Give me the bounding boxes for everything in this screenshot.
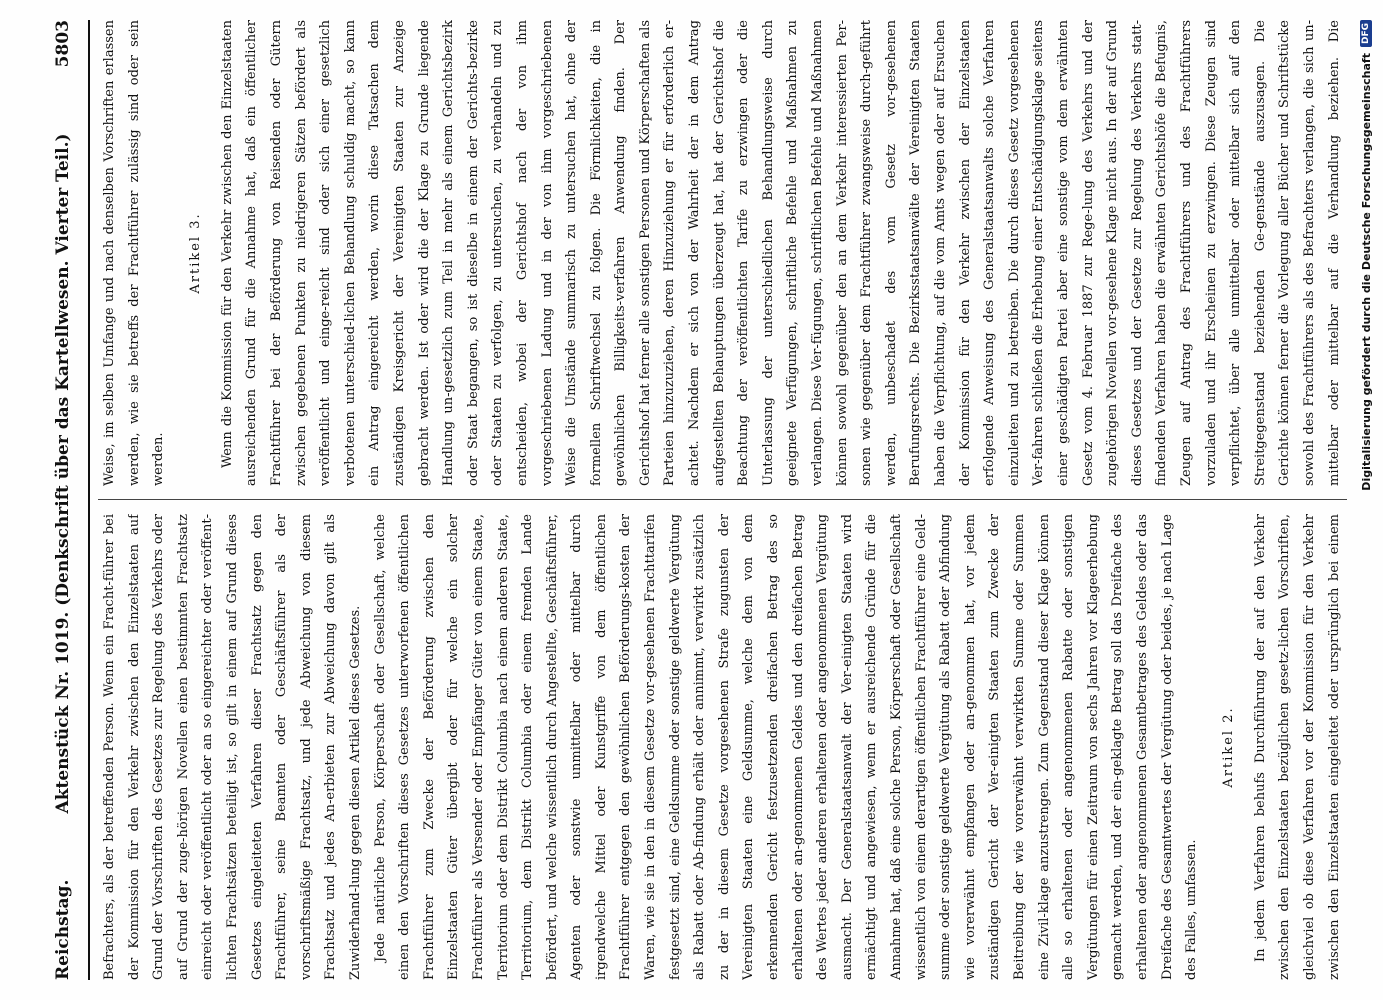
header-title: Aktenstück Nr. 1019. (Denkschrift über das Kartellwesen. Vierter Teil.) <box>53 133 73 814</box>
right-paragraph-1: Weise, im selben Umfange und nach denselben Vorschriften erlassen werden, wie sie betreffs der Frachtführer zulässig sind oder sein werden. <box>102 20 167 486</box>
header-rule <box>88 20 90 980</box>
left-article-heading: Artikel 2. <box>1220 706 1236 788</box>
right-column <box>98 20 1347 486</box>
column-divider <box>98 499 1347 500</box>
left-column <box>98 514 1347 980</box>
left-paragraph-2: Jede natürliche Person, Körperschaft oder Gesellschaft, welche einen den Vorschriften dieses Gesetzes unterworfenen öffentlichen Frachtführer zum Zwecke der Beförderung zwischen den Einzelstaaten Güter übergibt oder für welche ein solcher Frachtführer als Versender oder Empfänger Güter von einem Staate, Territorium oder dem Distrikt Columbia nach einem anderen Staate, Territorium, dem Distrikt Columbia oder einem fremden Lande befördert, und welche wissentlich durch Angestellte, Geschäftsführer, Agenten oder sonstwie unmittelbar oder mittelbar durch irgendwelche Mittel oder Kunstgriffe von dem öffentlichen Frachtführer entgegen den gewöhnlichen Beförderungs-kosten der Waren, wie sie in den in diesem Gesetze vor-gesehenen Frachttarifen festgesetzt sind, eine Geldsumme oder sonstige geldwerte Vergütung als Rabatt oder Ab-findung erhält oder annimmt, verwirkt zusätzlich zu der in diesem Gesetze vorgesehenen Strafe zugunsten der Vereinigten Staaten eine Geldsumme, welche dem von dem erkennenden Gericht festzusetzenden dreifachen Betrag des so erhaltenen oder an-genommenen Geldes und den dreifachen Betrag des Wertes jeder anderen erhaltenen oder angenommenen Vergütung ausmacht. Der Generalstaatsanwalt der Ver-einigten Staaten wird ermächtigt und angewiesen, wenn er ausreichende Gründe für die Annahme hat, daß eine solche Person, Körperschaft oder Gesellschaft wissentlich von einem derartigen öffentlichen Frachtführer eine Geld-summe oder sonstige geldwerte Vergütung als Rabatt oder Abfindung wie vorerwähnt empfangen oder an-genommen hat, vor jedem zuständigen Gericht der Ver-einigten Staaten zum Zwecke der Beitreibung der wie vorerwähnt verwirkten Summe oder Summen eine Zivil-klage anzustrengen. Zum Gegenstand dieser Klage können alle so erhaltenen oder angenommenen Rabatte oder sonstigen Vergütungen für einen Zeitraum von sechs Jahren vor Klageerhebung gemacht werden, und der ein-geklagte Betrag soll das Dreifache des erhaltenen oder angenommenen Gesamtbetrages des Geldes oder das Dreifache des Gesamtwertes der Vergütung oder beides, je nach Lage des Falles, umfassen. <box>372 514 1200 980</box>
left-paragraph-3: In jedem Verfahren behufs Durchführung der auf den Verkehr zwischen den Einzelstaaten bezüglichen gesetz-lichen Vorschriften, gleichviel ob diese Verfahren vor der Kommission für den Verkehr zwischen den Einzelstaaten eingeleitet oder ursprünglich bei einem <box>1252 514 1342 980</box>
right-article-heading: Artikel 3. <box>187 212 203 294</box>
left-paragraph-1: Befrachters, als der betreffenden Person. Wenn ein Fracht-führer bei der Kommission für den Verkehr zwischen den Einzelstaaten auf Grund der Vorschriften des Gesetzes zur Regelung des Verkehrs oder auf Grund der zuge-hörigen Novellen einen bestimmten Frachtsatz einreicht oder veröffentlicht oder an so eingereichter oder veröffent-lichten Frachtsätzen beteiligt ist, so gilt in einem auf Grund dieses Gesetzes eingeleiteten Verfahren dieser Frachtsatz gegen den Frachtführer, seine Beamten oder Geschäftsführer als der vorschriftsmäßige Frachtsatz, und jede Abweichung von diesem Frachtsatz und jedes An-erbieten zur Abweichung davon gilt als Zuwiderhand-lung gegen diesen Artikel dieses Gesetzes. <box>102 514 363 980</box>
dfg-logo: DFG <box>1360 20 1372 47</box>
rotated-document <box>40 20 1347 980</box>
side-credit <box>1351 20 1381 980</box>
page-number: 5803 <box>53 20 73 68</box>
dfg-credit-text: Digitalisierung gefördert durch die Deutsche Forschungsgemeinschaft <box>1359 53 1373 491</box>
page-header <box>40 20 86 980</box>
right-paragraph-2: Wenn die Kommission für den Verkehr zwischen den Einzelstaaten ausreichenden Grund für die Annahme hat, daß ein öffentlicher Frachtführer bei der Beförderung von Reisenden oder Gütern zwischen gegebenen Punkten zu niedrigeren Sätzen befördert als veröffentlicht und einge-reicht sind oder sich einer gesetzlich verbotenen unterschied-lichen Behandlung schuldig macht, so kann ein Antrag eingereicht werden, worin diese Tatsachen dem zuständigen Kreisgericht der Vereinigten Staaten zur Anzeige gebracht werden. Ist oder wird die der Klage zu Grunde liegende Handlung un-gesetzlich zum Teil in mehr als einem Gerichtsbezirk oder Staat begangen, so ist dieselbe in einem der Gerichts-bezirke oder Staaten zu verfolgen, zu untersuchen, zu verhandeln und zu entscheiden, wobei der Gerichtshof nach der von ihm vorgeschriebenen Ladung und in der von ihm vorgeschriebenen Weise die Umstände summarisch zu untersuchen hat, ohne der formellen Schriftwechsel zu folgen. Die Förmlichkeiten, die in gewöhnlichen Billigkeits-verfahren Anwendung finden. Der Gerichtshof hat ferner alle sonstigen Personen und Körperschaften als Parteien hinzuzuziehen, deren Hinzuziehung er für erforderlich er-achtet. Nachdem er sich von der Wahrheit der in dem Antrag aufgestellten Behauptungen überzeugt hat, hat der Gerichtshof die Beachtung der veröffentlichten Tarife zu erzwingen oder die Unterlassung der unterschiedlichen Behandlungsweise durch geeignete Verfügungen, schriftliche Befehle und Maßnahmen zu verlangen. Diese Ver-fügungen, schriftlichen Befehle und Maßnahmen können sowohl gegenüber den an dem Verkehr interessierten Per-sonen wie gegenüber dem Frachtführer zwangsweise durch-geführt werden, unbeschadet des vom Gesetz vor-gesehenen Berufungsrechts. Die Bezirksstaatsanwälte der Vereinigten Staaten haben die Verpflichtung, auf die vom Amts wegen oder auf Ersuchen der Kommission für den Verkehr zwischen der Einzelstaaten erfolgende Anweisung des Generalstaatsanwalts solche Verfahren einzuleiten und zu betreiben. Die durch dieses Gesetz vorgesehenen Ver-fahren schließen die Erhebung einer Entschädigungsklage seitens einer geschädigten Partei aber eine sonstige vom dem erwähnten Gesetz vom 4. Februar 1887 zur Rege-lung des Verkehrs und der zugehörigen Novellen vor-gesehene Klage nicht aus. In der auf Grund dieses Gesetzes und der Gesetze zur Regelung des Verkehrs statt-findenden Verfahren haben die erwähnten Gerichtshöfe die Befugnis, Zeugen auf Antrag des Frachtführers und des Frachtführers vorzuladen und ihr Erscheinen zu erzwingen. Diese Zeugen sind verpflichtet, über alle unmittelbar oder mittelbar sich auf den Streitgegenstand beziehenden Ge-genstände auszusagen. Die Gerichte können ferner die Vorlegung aller Bücher und Schriftstücke sowohl des Frachtführers als des Befrachters verlangen, die sich un-mittelbar oder mittelbar auf die Verhandlung beziehen. Die <box>219 20 1342 486</box>
header-left: Reichstag. <box>53 879 73 980</box>
